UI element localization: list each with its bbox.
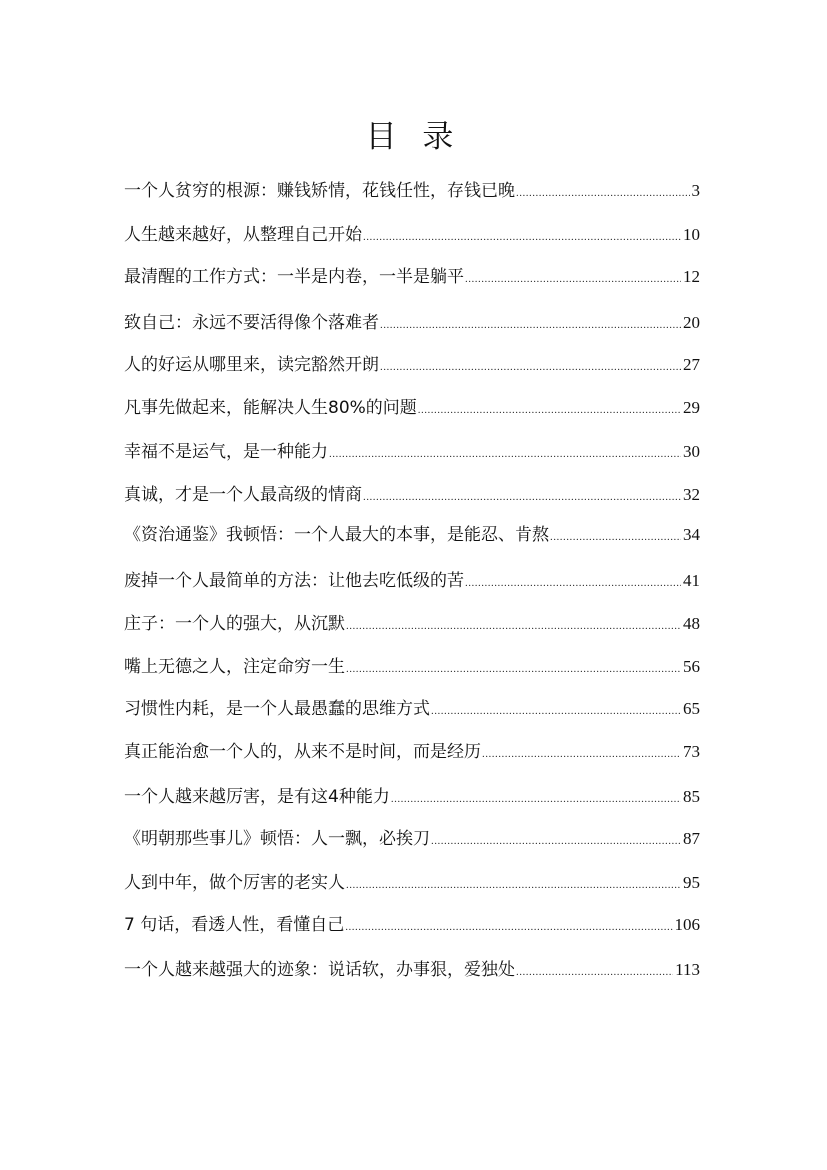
dot-leader: [363, 219, 681, 249]
toc-entry-title: 废掉一个人最简单的方法：让他去吃低级的苦: [124, 571, 464, 591]
toc-entry[interactable]: [124, 565, 700, 595]
toc-entry-page: 3: [691, 181, 700, 200]
toc-entry-page: 48: [683, 614, 700, 633]
toc-entry-title: 人的好运从哪里来，读完豁然开朗: [124, 355, 379, 375]
toc-entry-title: 人生越来越好，从整理自己开始: [124, 225, 362, 245]
dot-leader: [550, 519, 681, 549]
toc-entry-page: 87: [683, 829, 700, 848]
toc-entry[interactable]: [124, 436, 700, 466]
toc-entry[interactable]: [124, 261, 700, 291]
dot-leader: [363, 479, 681, 509]
toc-entry-title: 一个人越来越厉害，是有这4种能力: [124, 787, 390, 807]
toc-entry-page: 113: [675, 960, 700, 979]
toc-entry[interactable]: [124, 392, 700, 422]
toc-entry[interactable]: [124, 307, 700, 337]
toc-entry-page: 10: [683, 225, 700, 244]
toc-entry[interactable]: [124, 693, 700, 723]
toc-title: 目 录: [365, 119, 462, 155]
toc-entry[interactable]: [124, 175, 700, 205]
toc-entry[interactable]: [124, 519, 700, 549]
toc-entry-title: 《明朝那些事儿》顿悟：人一飘，必挨刀: [124, 829, 430, 849]
toc-entry[interactable]: [124, 219, 700, 249]
toc-entry-title: 7 句话，看透人性，看懂自己: [124, 915, 345, 935]
dot-leader: [465, 565, 681, 595]
toc-entry-page: 34: [683, 525, 700, 544]
toc-entry-title: 真正能治愈一个人的，从来不是时间，而是经历: [124, 742, 481, 762]
dot-leader: [345, 909, 672, 939]
toc-entry-title: 《资治通鉴》我顿悟：一个人最大的本事，是能忍、肯熬: [124, 525, 549, 545]
toc-entry-page: 95: [683, 873, 700, 892]
dot-leader: [431, 693, 681, 723]
dot-leader: [516, 175, 690, 205]
toc-entry-page: 65: [683, 699, 700, 718]
toc-entry-title: 凡事先做起来，能解决人生80%的问题: [124, 398, 417, 418]
toc-entry-title: 幸福不是运气，是一种能力: [124, 442, 328, 462]
toc-entry-title: 嘴上无德之人，注定命穷一生: [124, 657, 345, 677]
toc-entry-page: 41: [683, 571, 700, 590]
toc-entry-page: 73: [683, 742, 700, 761]
dot-leader: [431, 823, 681, 853]
toc-entry-title: 真诚，才是一个人最高级的情商: [124, 485, 362, 505]
dot-leader: [516, 954, 673, 984]
toc-entry-page: 106: [674, 915, 700, 934]
toc-entry[interactable]: [124, 909, 700, 939]
dot-leader: [380, 349, 681, 379]
toc-entry-page: 32: [683, 485, 700, 504]
toc-entry[interactable]: [124, 823, 700, 853]
toc-entry-page: 20: [683, 313, 700, 332]
dot-leader: [482, 736, 681, 766]
toc-entry-page: 27: [683, 355, 700, 374]
dot-leader: [346, 867, 681, 897]
toc-entry-page: 29: [683, 398, 700, 417]
toc-entry[interactable]: [124, 349, 700, 379]
dot-leader: [465, 261, 681, 291]
toc-entry[interactable]: [124, 736, 700, 766]
toc-entry-page: 12: [683, 267, 700, 286]
toc-entry[interactable]: [124, 781, 700, 811]
dot-leader: [346, 651, 681, 681]
toc-entry[interactable]: [124, 867, 700, 897]
toc-entry-title: 庄子：一个人的强大，从沉默: [124, 614, 345, 634]
toc-entry[interactable]: [124, 608, 700, 638]
toc-entry-page: 56: [683, 657, 700, 676]
dot-leader: [346, 608, 681, 638]
toc-entry[interactable]: [124, 651, 700, 681]
toc-entry-title: 致自己：永远不要活得像个落难者: [124, 313, 379, 333]
toc-entry-page: 30: [683, 442, 700, 461]
dot-leader: [380, 307, 681, 337]
toc-entry-title: 一个人贫穷的根源：赚钱矫情，花钱任性，存钱已晚: [124, 181, 515, 201]
toc-entry-title: 习惯性内耗，是一个人最愚蠢的思维方式: [124, 699, 430, 719]
toc-entry[interactable]: [124, 479, 700, 509]
toc-entry-page: 85: [683, 787, 700, 806]
dot-leader: [391, 781, 681, 811]
toc-entry-title: 一个人越来越强大的迹象：说话软，办事狠，爱独处: [124, 960, 515, 980]
toc-entry-title: 最清醒的工作方式：一半是内卷，一半是躺平: [124, 267, 464, 287]
dot-leader: [418, 392, 681, 422]
toc-entry[interactable]: [124, 954, 700, 984]
toc-entry-title: 人到中年，做个厉害的老实人: [124, 873, 345, 893]
dot-leader: [329, 436, 681, 466]
